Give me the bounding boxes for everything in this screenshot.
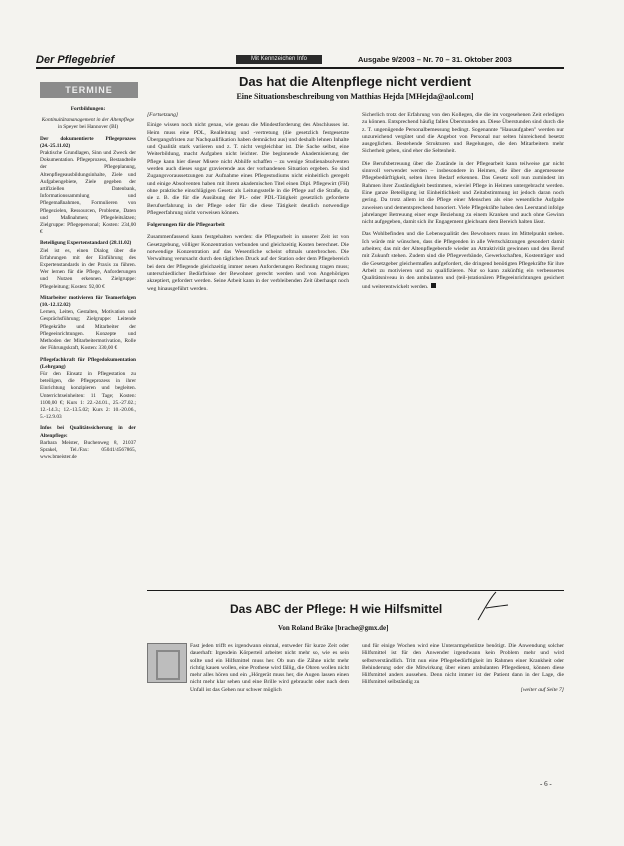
continued-on-note: [weiter auf Seite 7] [520, 686, 564, 693]
sidebar-title-6: Infos bei Qualitätssicherung in der Altenpflege: [40, 425, 136, 439]
end-mark [431, 283, 436, 288]
author-photo [147, 643, 187, 683]
article-paragraph: Fast jeden trifft es irgendwann einmal, entweder für kurze Zeit oder dauerhaft: Irgendein Körperteil arbeitet nicht mehr so, wie es sein sollte und ein Hilfsmittel muss her. Ob nun die Zähne nicht mehr richtig kauen wollen, eine Prothese wird fällig, die Ohren wollen nicht mehr alles hören und ein „Hörgerät muss her, die Augen lassen einen nicht mehr klar sehen und eine Brille wird gebraucht oder nach dem Unfall ist das Gehen nur schwer möglich [190, 643, 349, 693]
article-paragraph: Zusammenfassend kann festgehalten werden: die Pflegearbeit in unserer Zeit ist von Gesetzgebung, völliger Konzentration verbunden und gleichzeitig Kosten berechnet. Die notwendige Konzentration auf das Wesentliche scheint oftmals unterbrochen. Die Verwaltung verursacht durch den täglichen Druck auf der Station oder dem Pflegebereich bei dem der Pflegende gleichzeitig immer neuen Anforderungen Rechnung tragen muss; unterschiedlicher Bedürfnisse der Bewohner gerecht werden und von Angehörigen akzeptiert, gefordert werden. Seine Arbeit kann in der verbleibenden Zeit überhaupt noch weg hinausgeführt werden. [147, 234, 349, 292]
signature-mark [470, 590, 510, 626]
sidebar-events [40, 70, 138, 800]
article-column-2 [362, 112, 564, 296]
article-column-1 [147, 112, 349, 298]
article-closing-text: Das Wohlbefinden und die Lebensqualität des Bewohners muss im Mittelpunkt stehen. Ich würde mir wünschen, dass die Pflegenden in alle Wertschätzungen gesondert damit arbeiten; das mit der Altenpflegeberufe wieder an Attraktivität gewinnen und den Beruf mit Zukunft stehen. Zudem sind die Pflegeverbände, Gewerkschaften, Kostenträger und die Gesetzgeber gleichermaßen aufgefordert, die dringend benötigten Pflegekräfte für ihre Arbeit zu motivieren und zu qualifizieren. Nur so kann zukünftig ein verbessertes Qualitätsniveau in den ambulanten und (teil-)stationären Pflegeeinrichtungen gesichert und weiterentwickelt werden. [362, 231, 564, 290]
header-rule [36, 67, 564, 69]
sidebar-heading: TERMINE [40, 82, 138, 98]
sidebar-text-1: Kontinuitätsmanagement in der Altenpflege [41, 117, 135, 124]
sidebar-title-5: Pflegefachkraft für Pflegedokumentation (Lehrgang) [40, 356, 136, 370]
sidebar-text-5: Für den Einsatz in Pflegestation zu beteiligen, die Pflegeprozess in ihrer Einrichtung konzipieren und begleiten. Unterrichtseinheiten: 11 Tage; Kosten: 1100,00 €; Kurs 1: 22.-24.01., 25.-27.02.; 12.-14.3.; 12.-13.5.02; Kurs 2: 10.-20.06., 5.-12.9.03 [40, 370, 136, 421]
sidebar-text-2: Praktische Grundlagen, Sinn und Zweck der Dokumentation. Pflegeprozess, Bestandteile der Pflegeplanung, Altenpflegeausbildungsinhalte, Ziele und Aufgabengebiete, Ziele gegeben der artifiziellen Datenbank, Informationssammlung und Pflegemaßnahmen, Formulieren von Pflegezielen, Ressourcen, Probleme, Daten und Maßnahmen; Pflegeleitsätzen; Zielgruppe: Pflegepersonal; Kosten: 234,00 € [40, 150, 136, 236]
sidebar-text-3: Ziel ist es, einen Dialog über die Erfahrungen mit der Einführung des Expertenstandards in der Praxis zu führen. Wer lernen für die Pflege, Anforderungen und Nutzen erkennen. Zielgruppe: Pflegeleitung; Kosten: 92,00 € [40, 247, 136, 290]
article-paragraph: Die Berufsbetreuung über die Zustände in der Pflegearbeit kann teilweise gar nicht sinnvoll verwendet werden – insbesondere in Heimen, die über die angemessene Pflegebedürftigkeit, selten ihren Bedarf erkennen. Das Gesetz soll nun zumindest im Rahmen ihrer Zuständigkeit bestimmen, wieviel Pflege in Heimen untergebracht werden. Eine ganze Beteiligung ist Einheitlichkeit und Zeitabstimmung ist jedoch daran noch gering. Da trotz allem ist die Pflege einer Menschen als eine wesentliche Aufgabe zuweisen und dementsprechend honoriert. Viele Pflegekräfte haben den Leerstand infolge jahrelanger Betreuung einer enge Beziehung zu einem Kranken und auch ohne Gewinn nicht aufgegeben, damit sich ihr Engagement gleichsam dem Bereich halten lässt. [362, 160, 564, 226]
photo-placeholder-icon [156, 650, 180, 680]
article-paragraph: Sicherlich trotz der Erfahrung von den Kollegen, die die im vorgesehenen Zeit erledigen zu können. Entsprechend häufig fallen Überstunden an. Diese Überstunden sind durch die z. T. ungenügende Personalbemessung bedingt. Sogenannte "Hausaufgaben" werden nur unzureichend vergütet und die Angebot von Personal nur selten hinreichend besetzt ausgeglichen. Bestehende Strukturen und Regelungen, die den Mitarbeitern mehr Sicherheit geben, sind eher die Seltenheit. [362, 112, 564, 155]
article-title: Das hat die Altenpflege nicht verdient [238, 74, 472, 89]
sidebar-title-4: Mitarbeiter motivieren für Teamerfolgen (10.-12.12.02) [40, 294, 136, 309]
second-article-byline: Von Roland Bräke [brache@gmx.de] [278, 624, 389, 632]
article-subtitle: Eine Situationsbeschreibung von Matthias Hejda [MHejda@aol.com] [236, 92, 474, 101]
second-article-title: Das ABC der Pflege: H wie Hilfsmittel [230, 602, 443, 616]
header-badge: Mit Kennzeichen Info [236, 55, 322, 64]
second-article-column-1 [190, 643, 349, 699]
page-number: - 6 - [540, 780, 552, 788]
sidebar-body [40, 106, 136, 465]
continued-note: [Fortsetzung] [147, 112, 179, 118]
sidebar-title-2: Der dokumentierte Pflegeprozess (24.-25.11.02) [40, 135, 136, 149]
article-paragraph: Einige wissen noch nicht genau, wie genau die Mindestforderung des Abschlusses ist. Heim muss eine PDL, Realleitung und -vertretung (die gesetzlich festgesetzte Übergangsfristen zur Nachqualifikation haben demnächst aus) und deshalb lehnen Inhalte und Qualität stark variieren und z. T. nicht vergleichbar ist. Die Sache selbst, eine Weiterbildung, macht Aufgaben nicht leichter. Die beginnende Akademisierung der Pflege kann hier dieser Misere nicht Abhilfe schaffen – zu wenige Studienabsolventen werden auch dieses sogar gravierende aus der vorhandenen Situation ergeben. So sind Zugangsvoraussetzungen zur Aufnahme eines Pflegestudiums nicht einheitlich geregelt und einige Absolventen haben mit ihrem akademischen Titel einen Dipl. Pflegewirt (FH) ohne praktische einschlägigen Gesetz als Leitungsstelle in die Pflege auf die Straße, da sie z. B. die für die Ausübung der PL- oder PDL-Tätigkeit gesetzlich geforderte Berufserfahrung in der Pflege oder für die diese Tätigkeit deutlich notwendige Pflegeerfahrung nicht vorweisen können. [147, 122, 349, 216]
sidebar-title-1: Fortbildungen: [70, 106, 106, 112]
publication-name: Der Pflegebrief [36, 54, 115, 66]
section-heading: Folgerungen für die Pflegearbeit [147, 222, 225, 229]
issue-line: Ausgabe 9/2003 – Nr. 70 – 31. Oktober 2003 [358, 55, 512, 64]
sidebar-title-3: Beteiligung Expertenstandard (28.11.02) [40, 240, 132, 247]
article-paragraph [362, 231, 564, 290]
second-article-column-2 [362, 643, 564, 699]
sidebar-text-6: Barbara Meister, Buchenweg 8, 21037 Sprakel, Tel./Fax: 05041/4567865, www.bmeister.de [40, 439, 136, 461]
sidebar-place-1: in Speyer bei Hannover (BI) [57, 124, 119, 131]
article-paragraph: und für einige Wochen wird eine Unterarmgehstütze benötigt. Die Anwendung solcher Hilfsmittel ist für den Anwender irgendwann kein Problem mehr und wird selbstverständlich. Tritt nun eine Pflegebedürftigkeit im Rahmen einer Krankheit oder Behinderung oder die Mitwirkung über einen ambulanten Pflegedienst, können diese Hilfsmittel anders aussehen. Denn nicht immer ist der Patient dann in der Lage, die Hilfsmittel selbständig zu [362, 643, 564, 686]
sidebar-text-4: Lernen, Leiten, Gestalten, Motivation und Gesprächsführung; Zielgruppe: Leitende Pflegekräfte und Mitarbeiter der Pflegeeinrichtungen. Konzepte und Methoden der Mitarbeitermotivation, Rolle der Führungskraft, Kosten: 330,00 € [40, 309, 136, 352]
